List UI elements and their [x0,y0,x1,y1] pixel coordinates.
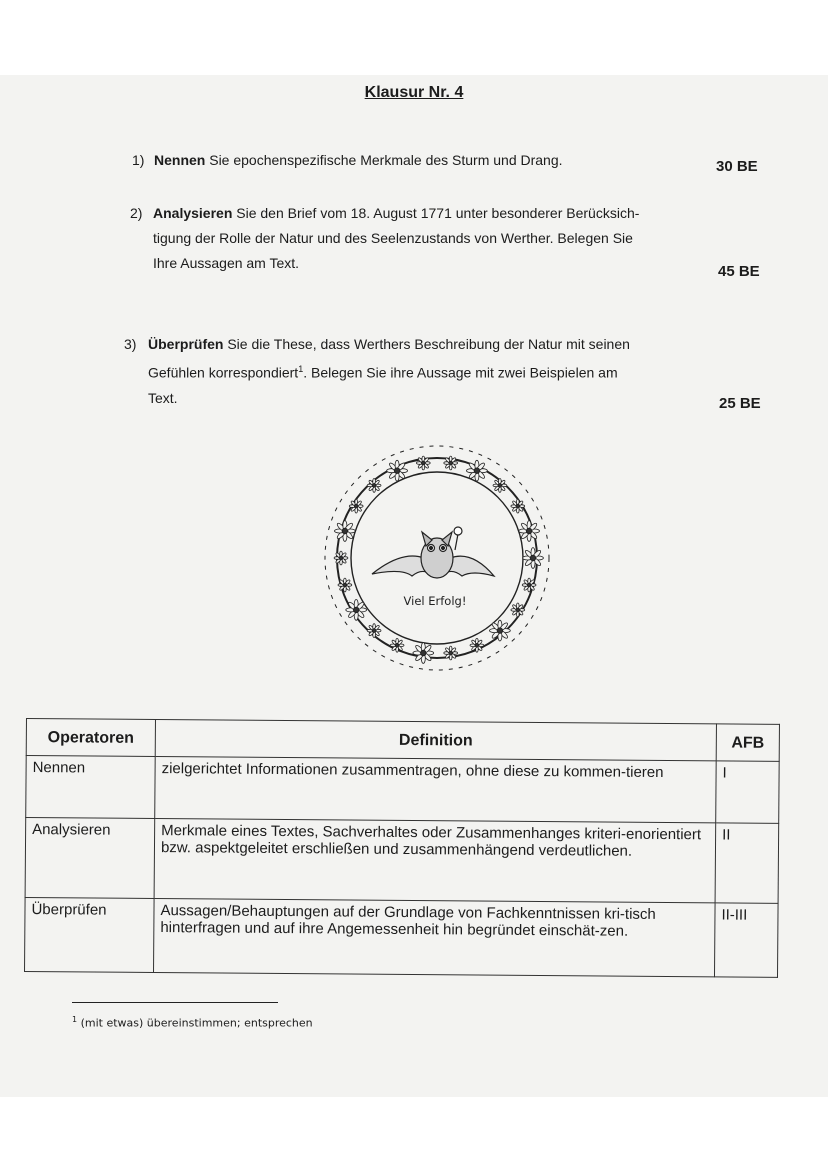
bat-icon [372,527,494,578]
table-row [26,756,779,824]
wreath-flower-icon [511,499,525,513]
wreath-flower-icon [413,643,434,664]
task-number: 2) [130,205,143,221]
exam-title: Klausur Nr. 4 [364,84,464,101]
task-text: Sie die These, dass Werthers Beschreibung der Natur mit seinen [227,336,630,352]
table-header-row [26,719,779,762]
column-header: AFB [716,724,779,761]
wreath-flower-icon [367,624,381,638]
task-number: 1) [132,152,145,168]
wreath-flower-icon [470,638,484,652]
good-luck-caption: Viel Erfolg! [403,594,467,608]
task-operator: Nennen [154,152,206,168]
wreath-flower-icon [346,600,367,621]
column-header: Definition [155,720,716,761]
flower-wreath-illustration [312,438,562,678]
column-header: Operatoren [26,719,155,757]
task-text: Gefühlen korrespondiert [148,364,299,381]
footnote-mark: 1 [72,1015,78,1024]
footnote-text: (mit etwas) übereinstimmen; entsprechen [80,1016,313,1030]
wreath-flower-icon [416,456,430,470]
wreath-flower-icon [511,603,525,617]
task-text: Sie den Brief vom 18. August 1771 unter besonderer Berücksich- [236,205,640,221]
table-row [25,897,779,977]
afb-cell: II-III [714,903,778,977]
wreath-flower-icon [522,578,536,592]
wreath-flower-icon [390,638,404,652]
afb-cell: II [715,823,779,903]
task-text: tigung der Rolle der Natur und des Seelenzustands von Werther. Belegen Sie [153,230,633,246]
task-number: 3) [124,336,137,352]
definition-cell: Merkmale eines Textes, Sachverhaltes oder Zusammenhanges kriteri-enorientiert bzw. aspektgeleitet erschließen und zusammenhängend verdeutlichen. [154,819,716,903]
task-1-points: 30 BE [716,158,758,175]
wreath-flower-icon [338,578,352,592]
wreath-flower-icon [523,548,544,569]
wreath-flower-icon [493,479,507,493]
task-text: Sie epochenspezifische Merkmale des Sturm und Drang. [209,152,563,168]
definition-cell: Aussagen/Behauptungen auf der Grundlage von Fachkenntnissen kri-tisch hinterfragen und auf ihre Angemessenheit hin begründet einschät-zen. [154,899,716,977]
operator-cell: Nennen [26,756,155,819]
task-text: Text. [148,389,178,406]
wreath-flower-icon [335,521,356,542]
operator-cell: Analysieren [25,818,155,899]
wreath-flower-icon [349,499,363,513]
wreath-flower-icon [519,521,540,542]
afb-cell: I [716,761,779,823]
definition-cell: zielgerichtet Informationen zusammentragen, ohne diese zu kommen-tieren [155,757,716,823]
wreath-flower-icon [334,551,348,565]
footnote [72,1015,313,1030]
footnote-reference[interactable]: 1 [298,364,304,374]
wreath-flower-icon [444,646,458,660]
footnote-divider [72,1002,278,1003]
operator-cell: Überprüfen [25,897,155,972]
task-2-points: 45 BE [718,263,760,280]
task-operator: Analysieren [153,205,233,221]
operators-table [24,718,780,978]
task-operator: Überprüfen [148,336,224,352]
table-row [25,818,779,904]
task-3-points: 25 BE [719,395,761,412]
wreath-flower-icon [467,460,488,481]
wreath-flower-icon [444,456,458,470]
task-text: . Belegen Sie ihre Aussage mit zwei Beispielen am [303,364,618,381]
wreath-flower-icon [490,620,511,641]
task-text: Ihre Aussagen am Text. [153,255,300,271]
wreath-flower-icon [387,460,408,481]
wreath-flower-icon [367,479,381,493]
